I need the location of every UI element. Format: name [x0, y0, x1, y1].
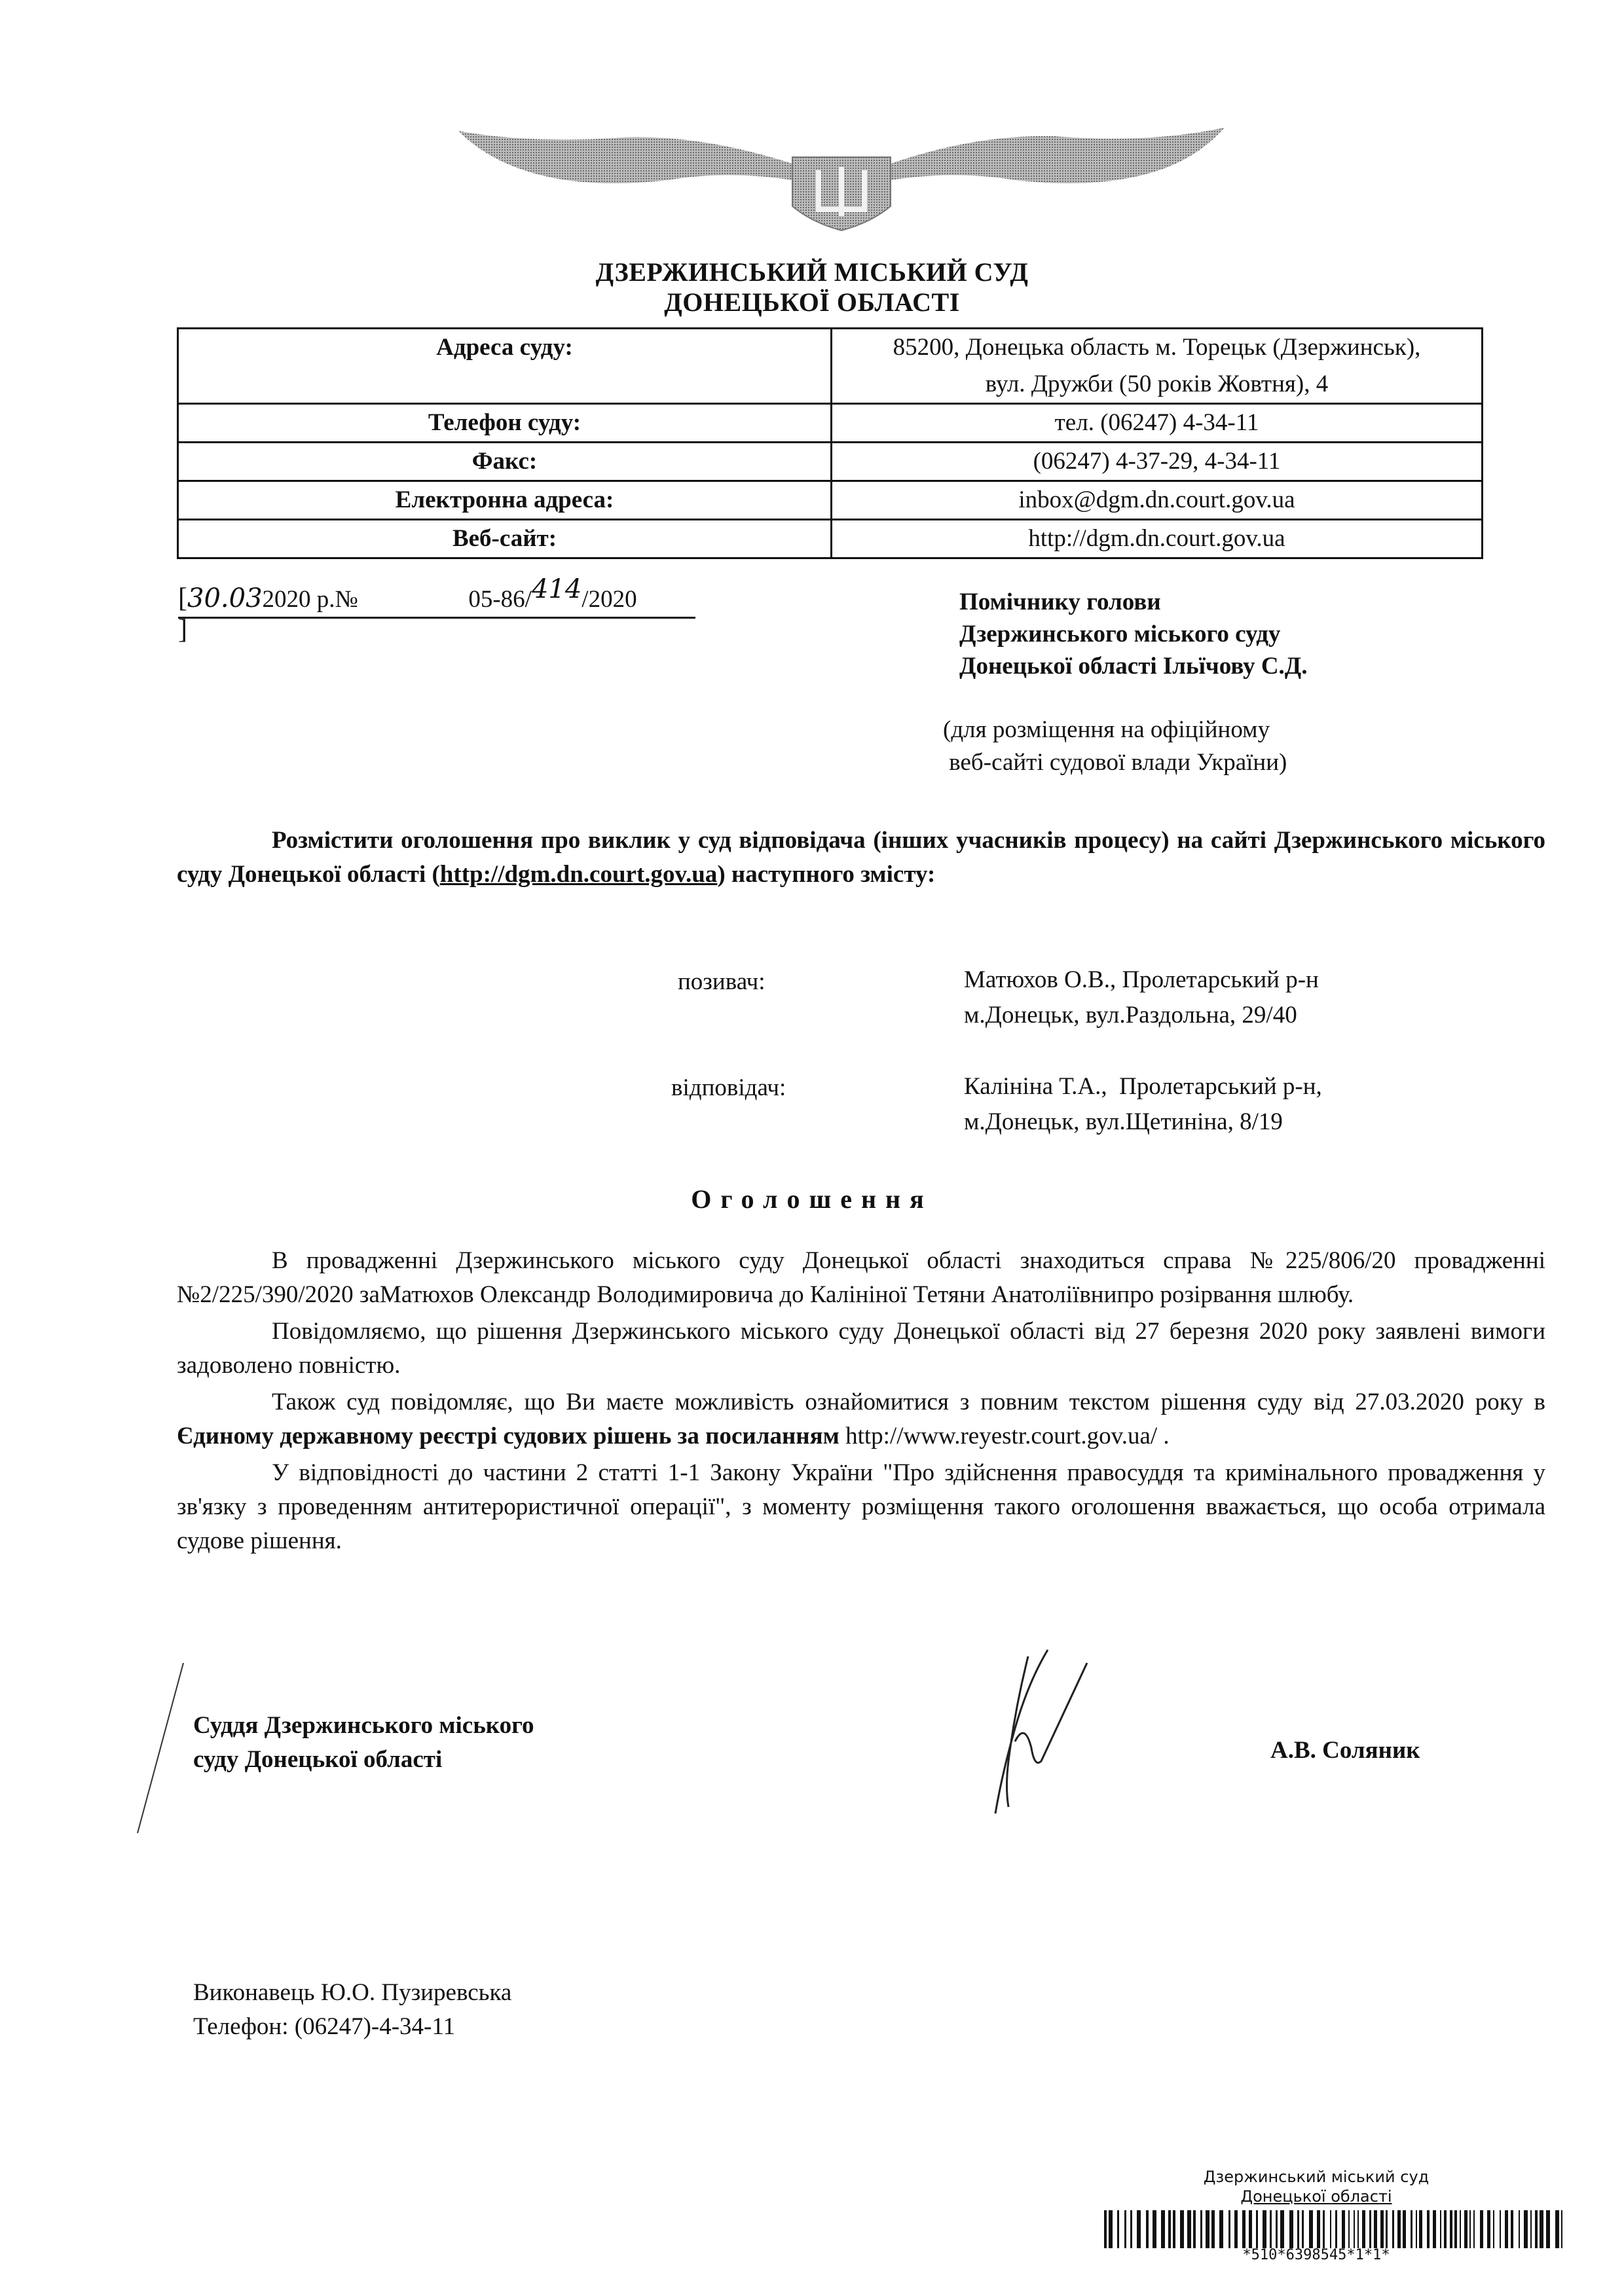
executor-phone: Телефон: (06247)-4-34-11 [193, 2013, 455, 2040]
stamp-line: Дзержинський міський суд [1203, 2168, 1430, 2186]
barcode-bar [1146, 2210, 1149, 2248]
barcode-bar [1168, 2210, 1171, 2248]
addressee-line: Дзержинського міського суду [959, 621, 1281, 647]
registry-link[interactable]: http://www.reyestr.court.gov.ua/ . [839, 1423, 1170, 1449]
ref-date-printed: 2020 р.№ [262, 586, 358, 613]
barcode-bar [1270, 2210, 1272, 2248]
barcode-bar [1137, 2210, 1141, 2248]
barcode-bar [1193, 2210, 1196, 2248]
announcement-body [177, 1244, 1545, 1561]
barcode-bar [1187, 2210, 1191, 2248]
outgoing-reference [178, 574, 695, 645]
barcode-bar [1297, 2210, 1299, 2248]
address-line2: вул. Дружби (50 років Жовтня), 4 [985, 371, 1329, 397]
barcode-bar [1369, 2210, 1371, 2248]
barcode-bar [1505, 2210, 1508, 2248]
barcode-bar [1330, 2210, 1331, 2248]
executor-name: Виконавець Ю.О. Пузиревська [193, 1979, 512, 2006]
barcode-bar [1487, 2210, 1490, 2248]
barcode-bar [1109, 2210, 1113, 2248]
barcode-bar [1276, 2210, 1278, 2248]
ref-number-prefix: 05-86/ [468, 586, 532, 613]
barcode-stamp-label [1166, 2167, 1467, 2206]
barcode-bar [1419, 2210, 1422, 2248]
barcode-bar [1280, 2210, 1284, 2248]
announcement-paragraph: У відповідності до частини 2 статті 1-1 Закону України "Про здійснення правосуддя та кримінального провадження у зв'язку з проведенням антитерористичної операції", з моменту розміщення такого оголошення вважається, що особа отримала судове рішення. [177, 1459, 1545, 1554]
contact-value-website[interactable]: http://dgm.dn.court.gov.ua [832, 520, 1483, 558]
barcode-bar [1180, 2210, 1184, 2248]
ref-close-bracket: ] [178, 615, 187, 645]
judge-title-line: Суддя Дзержинського міського [193, 1712, 534, 1739]
announcement-text: Також суд повідомляє, що Ви маєте можливість ознайомитися з повним текстом рішення суду від 27.03.2020 року в [272, 1389, 1545, 1415]
ukraine-coat-of-arms-icon [452, 118, 1231, 236]
barcode-bar [1493, 2210, 1494, 2248]
barcode-bar [1444, 2210, 1447, 2248]
plaintiff-details [964, 962, 1319, 1033]
barcode-bar [1124, 2210, 1126, 2248]
barcode-bar [1392, 2210, 1394, 2248]
barcode-bar [1500, 2210, 1501, 2248]
address-line1: 85200, Донецька область м. Торецьк (Дзержинськ), [893, 334, 1421, 361]
court-name-line1: ДЗЕРЖИНСЬКИЙ МІСЬКИЙ СУД [595, 257, 1029, 287]
barcode-bar [1206, 2210, 1209, 2248]
addressee-line: Помічнику голови [959, 589, 1161, 615]
barcode-bar [1354, 2210, 1355, 2248]
instruction-text-end: ) наступного змісту: [717, 861, 936, 888]
defendant-details [964, 1069, 1322, 1140]
barcode-bar [1362, 2210, 1365, 2248]
barcode-bar [1200, 2210, 1202, 2248]
contact-row-fax [178, 443, 1483, 481]
court-name-line2: ДОНЕЦЬКОЇ ОБЛАСТІ [664, 287, 960, 317]
handwritten-signature-icon [969, 1643, 1153, 1827]
barcode-bar [1427, 2210, 1430, 2248]
barcode-bar [1433, 2210, 1436, 2248]
barcode-bar [1450, 2210, 1452, 2248]
barcode-bar [1289, 2210, 1293, 2248]
contact-row-email [178, 481, 1483, 520]
contact-value: (06247) 4-37-29, 4-34-11 [832, 443, 1483, 481]
barcode-bar [1535, 2210, 1538, 2248]
defendant-label: відповідач: [671, 1074, 786, 1101]
barcode-bar [1219, 2210, 1223, 2248]
court-contact-table [177, 327, 1483, 559]
addressee-block [959, 586, 1308, 682]
plaintiff-label: позивач: [678, 968, 766, 995]
barcode-bar [1117, 2210, 1119, 2248]
stamp-line: Донецької області [1240, 2187, 1392, 2206]
instruction-paragraph [177, 824, 1545, 892]
barcode-icon [1104, 2210, 1562, 2248]
barcode-bar [1561, 2210, 1562, 2248]
contact-row-address [178, 329, 1483, 404]
barcode-bar [1104, 2210, 1107, 2248]
announcement-paragraph [177, 1385, 1545, 1453]
ref-number-handwritten: 414 [531, 574, 582, 604]
barcode-bar [1480, 2210, 1483, 2248]
barcode-bar [1357, 2210, 1359, 2248]
barcode-bar [1464, 2210, 1467, 2248]
defendant-line: м.Донецьк, вул.Щетиніна, 8/19 [964, 1108, 1283, 1135]
ref-date-handwritten: 30.03 [187, 583, 263, 613]
barcode-bar [1386, 2210, 1388, 2248]
barcode-bar [1469, 2210, 1471, 2248]
court-website-link[interactable]: http://dgm.dn.court.gov.ua [439, 861, 718, 888]
contact-row-website [178, 520, 1483, 558]
barcode-bar [1242, 2210, 1246, 2248]
announcement-paragraph: В провадженні Дзержинського міського суду Донецької області знаходиться справа №225/806/20 провадженні №2/225/390/2020 заМатюхов Олександр Володимировича до Калініної Тетяни Анатоліївнипро розірвання шлюбу. [177, 1247, 1545, 1308]
barcode-bar [1161, 2210, 1165, 2248]
barcode-bar [1397, 2210, 1401, 2248]
contact-row-phone [178, 404, 1483, 443]
barcode-bar [1335, 2210, 1337, 2248]
barcode-bar [1411, 2210, 1412, 2248]
barcode-bar [1234, 2210, 1238, 2248]
barcode-bar [1249, 2210, 1252, 2248]
barcode-bar [1130, 2210, 1132, 2248]
barcode-bar [1511, 2210, 1513, 2248]
announcement-title: Оголошення [691, 1184, 933, 1214]
barcode-bar [1555, 2210, 1559, 2248]
contact-label: Електронна адреса: [178, 481, 832, 520]
barcode-bar [1546, 2210, 1550, 2248]
barcode-bar [1530, 2210, 1532, 2248]
defendant-line: Калініна Т.А., Пролетарський р-н, [964, 1073, 1322, 1100]
barcode-bar [1440, 2210, 1441, 2248]
barcode-bar [1519, 2210, 1520, 2248]
barcode-bar [1460, 2210, 1461, 2248]
barcode-bar [1323, 2210, 1325, 2248]
barcode-bar [1473, 2210, 1475, 2248]
contact-label: Телефон суду: [178, 404, 832, 443]
registry-name: Єдиному державному реєстрі судових рішень за посиланням [177, 1423, 840, 1449]
judge-title-line: суду Донецької області [193, 1746, 443, 1773]
barcode-bar [1256, 2210, 1258, 2248]
barcode-bar [1524, 2210, 1528, 2248]
addressee-line: Донецької області Ільїчову С.Д. [959, 653, 1308, 680]
barcode-bar [1211, 2210, 1215, 2248]
barcode-bar [1309, 2210, 1313, 2248]
barcode-bar [1403, 2210, 1406, 2248]
contact-value [832, 329, 1483, 404]
addressee-note-line: (для розміщення на офіційному [943, 716, 1270, 743]
barcode-bar [1173, 2210, 1175, 2248]
barcode-bar [1454, 2210, 1457, 2248]
judge-name: А.В. Соляник [1270, 1737, 1420, 1764]
contact-label: Адреса суду: [178, 329, 832, 404]
barcode-bar [1416, 2210, 1417, 2248]
margin-stroke [134, 1663, 187, 1833]
barcode-bar [1540, 2210, 1543, 2248]
addressee-note-line: веб-сайті судової влади України) [943, 749, 1287, 776]
contact-label: Факс: [178, 443, 832, 481]
executor-block [193, 1976, 511, 2044]
barcode-bar [1342, 2210, 1345, 2248]
contact-value-email[interactable]: inbox@dgm.dn.court.gov.ua [832, 481, 1483, 520]
contact-label: Веб-сайт: [178, 520, 832, 558]
ref-number-suffix: /2020 [581, 586, 637, 613]
barcode-number: *510*6398545*1*1* [1242, 2247, 1390, 2260]
plaintiff-line: м.Донецьк, вул.Раздольна, 29/40 [964, 1002, 1297, 1029]
ref-open-bracket: [ [178, 583, 187, 613]
addressee-note [943, 714, 1287, 779]
judge-title [193, 1709, 534, 1777]
barcode-bar [1380, 2210, 1384, 2248]
barcode-bar [1302, 2210, 1304, 2248]
barcode-bar [1374, 2210, 1377, 2248]
barcode-bar [1317, 2210, 1320, 2248]
contact-value: тел. (06247) 4-34-11 [832, 404, 1483, 443]
barcode-bar [1153, 2210, 1156, 2248]
plaintiff-line: Матюхов О.В., Пролетарський р-н [964, 966, 1319, 993]
announcement-paragraph: Повідомляємо, що рішення Дзержинського міського суду Донецької області від 27 березня 2020 року заявлені вимоги задоволено повністю. [177, 1318, 1545, 1379]
barcode-bar [1348, 2210, 1350, 2248]
barcode-bar [1263, 2210, 1266, 2248]
barcode-bar [1228, 2210, 1230, 2248]
instruction-text: Розмістити оголошення про виклик у суд відповідача (інших учасників процесу) на сайті Дзержинського міського суду Донецької області ( [177, 827, 1545, 888]
